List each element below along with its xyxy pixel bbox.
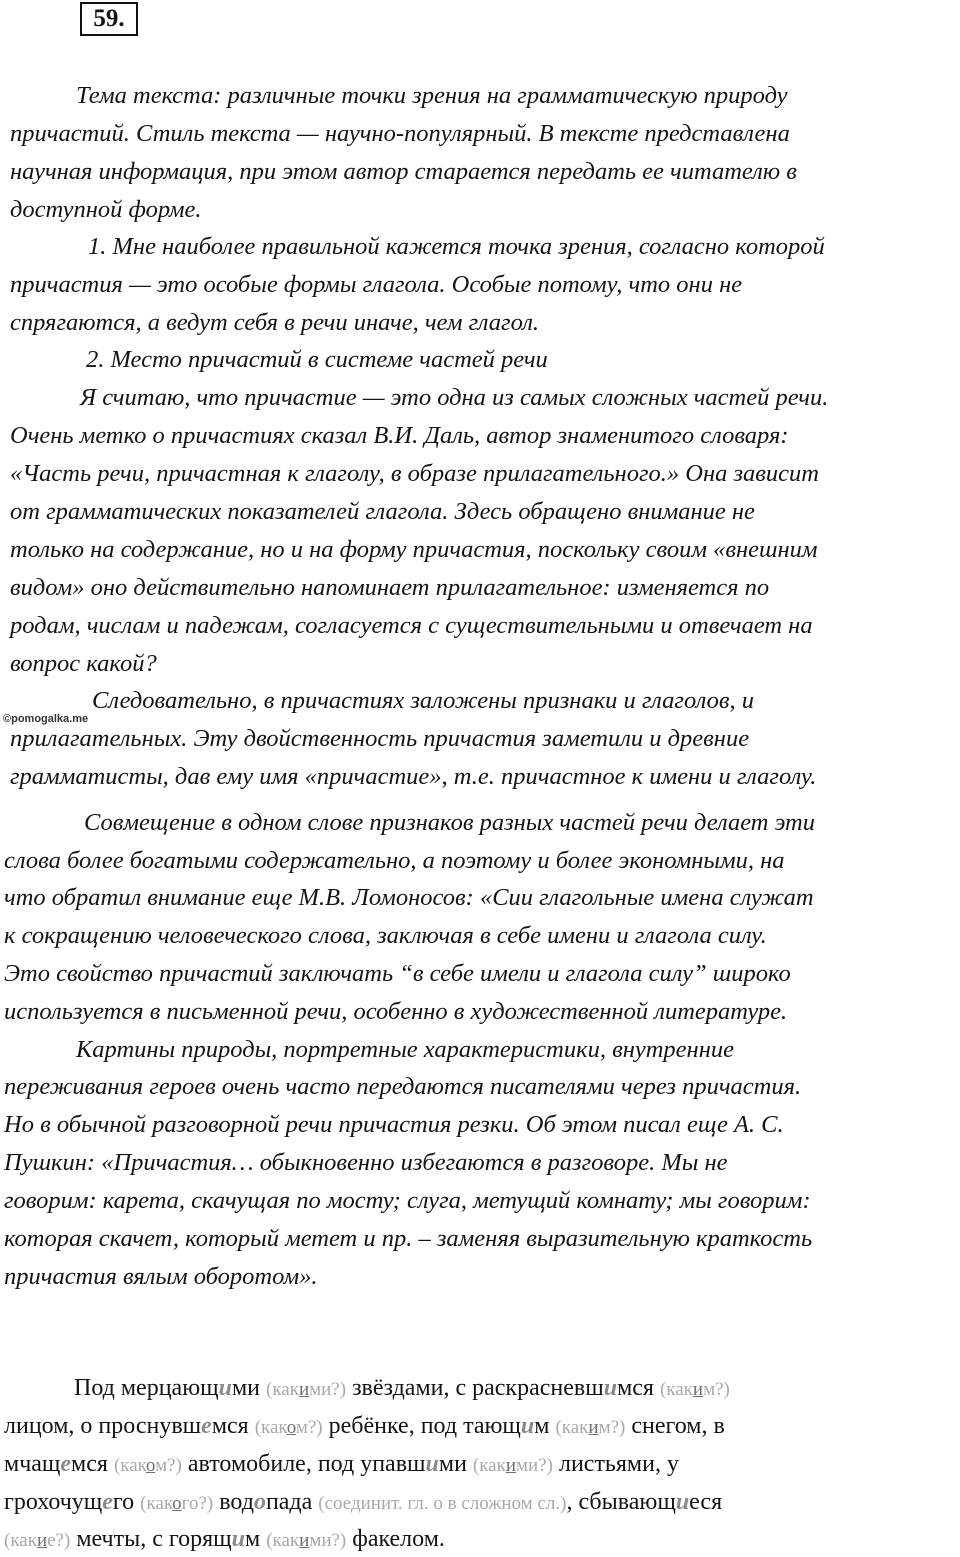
word-part: го: [112, 1489, 141, 1515]
highlighted-letter: и: [603, 1375, 618, 1401]
text-line: говорим: карета, скачущая по мосту; слуга, метущий комнату; мы говорим:: [4, 1187, 811, 1214]
text-line: причастий. Стиль текста — научно-популярный. В тексте представлена: [10, 120, 790, 147]
text-line: Пушкин: «Причастия… обыкновенно избегаются в разговоре. Мы не: [4, 1149, 728, 1176]
highlighted-letter: и: [218, 1375, 232, 1401]
word-part: ми: [438, 1451, 473, 1477]
text-line: грамматисты, дав ему имя «причастие», т.е. причастное к имени и глаголу.: [10, 763, 817, 790]
exercise-number: 59.: [80, 2, 138, 36]
question-hint: (каком?): [254, 1417, 323, 1438]
word-part: еся: [689, 1489, 723, 1515]
word-part: мечты, с горящ: [70, 1526, 232, 1552]
text-line: слова более богатыми содержательно, а поэтому и более экономными, на: [4, 847, 785, 874]
text-line: Картины природы, портретные характеристики, внутренние: [76, 1036, 734, 1063]
exercise-line: [4, 1451, 679, 1478]
word-part: факелом.: [346, 1526, 445, 1552]
text-line: видом» оно действительно напоминает прилагательное: изменяется по: [10, 574, 770, 601]
text-line: используется в письменной речи, особенно в художественной литературе.: [4, 998, 788, 1025]
highlighted-letter: о: [253, 1489, 266, 1515]
text-line: 2. Место причастий в системе частей речи: [86, 346, 548, 373]
text-line: Совмещение в одном слове признаков разных частей речи делает эти: [84, 809, 815, 836]
text-line: вопрос какой?: [10, 650, 157, 677]
text-line: Тема текста: различные точки зрения на грамматическую природу: [76, 82, 788, 109]
text-line: от грамматических показателей глагола. Здесь обращено внимание не: [10, 498, 755, 525]
word-part: м: [245, 1526, 267, 1552]
text-line: научная информация, при этом автор старается передать ее читателю в: [10, 158, 797, 185]
word-part: мся: [211, 1413, 255, 1439]
word-part: Под мерцающ: [74, 1375, 219, 1401]
word-part: мчащ: [4, 1451, 61, 1477]
word-part: автомобиле, под упавш: [181, 1451, 426, 1477]
text-line: причастия вялым оборотом».: [4, 1263, 318, 1290]
word-part: ми: [231, 1375, 266, 1401]
highlighted-letter: и: [675, 1489, 690, 1515]
word-part: , сбывающ: [566, 1489, 676, 1515]
text-line: причастия — это особые формы глагола. Особые потому, что они не: [10, 271, 743, 298]
question-hint: (какого?): [140, 1493, 214, 1514]
question-hint: (каким?): [555, 1417, 626, 1438]
highlighted-letter: е: [201, 1413, 212, 1439]
text-line: Но в обычной разговорной речи причастия резки. Об этом писал еще А. С.: [4, 1111, 784, 1138]
text-line: Следовательно, в причастиях заложены признаки и глаголов, и: [92, 687, 754, 714]
text-line: родам, числам и падежам, согласуется с существительными и отвечает на: [10, 612, 813, 639]
highlighted-letter: и: [520, 1413, 535, 1439]
exercise-line: [4, 1526, 445, 1553]
exercise-line: [74, 1375, 730, 1402]
text-line: спрягаются, а ведут себя в речи иначе, чем глагол.: [10, 309, 540, 336]
highlighted-letter: е: [60, 1451, 72, 1477]
word-part: мся: [71, 1451, 114, 1477]
highlighted-letter: и: [231, 1526, 246, 1552]
watermark: ©pomogalka.me: [3, 713, 89, 725]
question-hint: (каким?): [659, 1379, 730, 1400]
text-line: что обратил внимание еще М.В. Ломоносов: «Сии глагольные имена служат: [4, 884, 814, 911]
word-part: м: [534, 1413, 556, 1439]
text-line: к сокращению человеческого слова, заключая в себе имени и глагола силу.: [4, 922, 767, 949]
word-part: мся: [617, 1375, 660, 1401]
word-part: снегом, в: [625, 1413, 725, 1439]
highlighted-letter: и: [425, 1451, 439, 1477]
text-line: доступной форме.: [10, 196, 202, 223]
question-hint: (какими?): [472, 1455, 553, 1476]
highlighted-letter: е: [102, 1489, 113, 1515]
text-line: которая скачет, который метет и пр. – заменяя выразительную краткость: [4, 1225, 813, 1252]
word-part: лицом, о проснувш: [4, 1413, 202, 1439]
word-part: звёздами, с раскрасневш: [346, 1375, 604, 1401]
question-hint: (какие?): [4, 1530, 71, 1551]
word-part: вод: [213, 1489, 254, 1515]
text-line: переживания героев очень часто передаются писателями через причастия.: [4, 1073, 802, 1100]
rule-hint: (соединит. гл. о в сложном сл.): [318, 1493, 567, 1514]
question-hint: (какими?): [266, 1530, 347, 1551]
text-line: Я считаю, что причастие — это одна из самых сложных частей речи.: [80, 384, 829, 411]
text-line: Очень метко о причастиях сказал В.И. Даль, автор знаменитого словаря:: [10, 422, 789, 449]
exercise-line: [4, 1413, 725, 1440]
exercise-line: [4, 1489, 722, 1516]
question-hint: (каком?): [113, 1455, 182, 1476]
text-line: только на содержание, но и на форму причастия, поскольку своим «внешним: [10, 536, 818, 563]
text-line: 1. Мне наиболее правильной кажется точка зрения, согласно которой: [88, 233, 825, 260]
word-part: ребёнке, под тающ: [322, 1413, 521, 1439]
text-line: прилагательных. Эту двойственность причастия заметили и древние: [10, 725, 750, 752]
text-line: Это свойство причастий заключать “в себе имели и глагола силу” широко: [4, 960, 791, 987]
word-part: листьями, у: [552, 1451, 679, 1477]
word-part: пада: [265, 1489, 319, 1515]
text-line: «Часть речи, причастная к глаголу, в образе прилагательного.» Она зависит: [10, 460, 819, 487]
question-hint: (какими?): [266, 1379, 347, 1400]
word-part: грохочущ: [4, 1489, 103, 1515]
